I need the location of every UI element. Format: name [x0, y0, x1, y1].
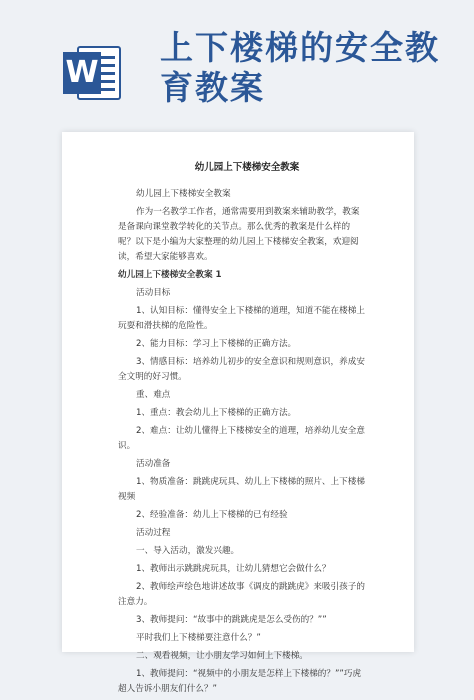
paragraph: 1、教师提问：“视频中的小朋友是怎样上下楼梯的？””巧虎超人告诉小朋友们什么？”: [118, 669, 362, 694]
paragraph: 1、教师出示跳跳虎玩具，让幼儿猜想它会做什么？: [136, 564, 331, 574]
paragraph: 活动准备: [136, 459, 171, 469]
paragraph: 2、教师绘声绘色地讲述故事《调皮的跳跳虎》来吸引孩子的注意力。: [118, 582, 365, 607]
paragraph: 3、教师提问：“故事中的跳跳虎是怎么受伤的？””: [136, 615, 327, 625]
paragraph: 平时我们上下楼梯要注意什么？”: [136, 633, 261, 643]
paragraph: 一、导入活动，激发兴趣。: [136, 546, 240, 556]
page-title-line1: 上下楼梯的安全教: [160, 28, 440, 67]
paragraph: 2、难点：让幼儿懂得上下楼梯安全的道理，培养幼儿安全意识。: [118, 426, 365, 451]
page-title-line2: 育教案: [160, 68, 265, 107]
page-title: [160, 28, 460, 108]
paragraph: 1、认知目标：懂得安全上下楼梯的道理，知道不能在楼梯上玩耍和滑扶梯的危险性。: [118, 306, 365, 331]
paragraph: 活动目标: [136, 288, 171, 298]
header-banner: [0, 0, 474, 120]
paragraph: 活动过程: [136, 528, 171, 538]
paragraph: 1、重点：教会幼儿上下楼梯的正确方法。: [136, 408, 297, 418]
paragraph: 3、情感目标：培养幼儿初步的安全意识和规则意识，养成安全文明的好习惯。: [118, 357, 365, 382]
paragraph: 二、观看视频，让小朋友学习如何上下楼梯。: [136, 651, 308, 661]
paragraph: 重、难点: [136, 390, 171, 400]
paragraph: 2、经验准备：幼儿上下楼梯的已有经验: [136, 510, 288, 520]
paragraph: 2、能力目标：学习上下楼梯的正确方法。: [136, 339, 297, 349]
document-title: 幼儿园上下楼梯安全教案: [194, 162, 300, 173]
paragraph: 1、物质准备：跳跳虎玩具、幼儿上下楼梯的照片、上下楼梯视频: [118, 477, 365, 502]
paragraph: 作为一名教学工作者，通常需要用到教案来辅助教学，教案是备课向课堂教学转化的关节点。那么优秀的教案是什么样的呢？以下是小编为大家整理的幼儿园上下楼梯安全教案，欢迎阅读，希望大家能够喜欢。: [118, 207, 360, 262]
section-heading: 幼儿园上下楼梯安全教案 1: [118, 270, 222, 280]
document-page: [62, 132, 414, 694]
document-body: [118, 160, 366, 700]
word-logo-letter: W: [63, 52, 101, 94]
paragraph: 幼儿园上下楼梯安全教案: [136, 189, 231, 199]
word-document-icon: [55, 40, 121, 106]
